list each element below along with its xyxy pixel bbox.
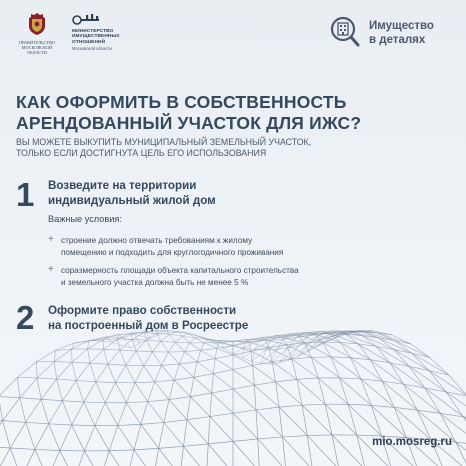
step-title-2-line2: на построенный дом в Росреестре <box>48 319 249 332</box>
ministry-name-line3: ОТНОШЕНИЙ <box>72 39 106 45</box>
subheading-line2: ТОЛЬКО ЕСЛИ ДОСТИГНУТА ЦЕЛЬ ЕГО ИСПОЛЬЗОВАНИЯ <box>16 148 267 158</box>
plus-bullet-icon: + <box>48 234 54 245</box>
subheading <box>16 137 311 159</box>
brand-title <box>369 19 434 47</box>
step-title-1-line2: индивидуальный жилой дом <box>48 194 216 207</box>
ministry-region: Московской области <box>72 46 112 51</box>
conditions-heading: Важные условия: <box>48 214 122 224</box>
main-heading <box>16 92 361 134</box>
step-title-2-line1: Оформите право собственности <box>48 304 237 317</box>
main-heading-line1: КАК ОФОРМИТЬ В СОБСТВЕННОСТЬ <box>16 92 347 112</box>
website-link[interactable]: mio.mosreg.ru <box>372 436 452 448</box>
brand-title-line2: в деталях <box>369 34 426 46</box>
coat-of-arms-icon <box>26 12 48 36</box>
ministry-name <box>72 29 120 45</box>
condition-item-line2: помещению и подходить для круглогодичного проживания <box>61 247 284 257</box>
plus-bullet-icon: + <box>48 264 54 275</box>
condition-item-line1: строение должно отвечать требованиям к жилому <box>61 236 253 245</box>
step-title-1 <box>48 178 216 208</box>
brand-title-line1: Имущество <box>369 20 434 32</box>
step-number-1: 1 <box>16 176 35 213</box>
condition-item <box>61 265 391 288</box>
magnifier-building-icon <box>330 16 360 48</box>
ministry-name-line2: ИМУЩЕСТВЕННЫХ <box>72 34 120 40</box>
subheading-line1: ВЫ МОЖЕТЕ ВЫКУПИТЬ МУНИЦИПАЛЬНЫЙ ЗЕМЕЛЬНЫЙ УЧАСТОК, <box>16 137 312 147</box>
step-number-2: 2 <box>16 299 35 336</box>
ministry-logo-icon <box>72 13 102 27</box>
condition-item-line1: соразмерность площади объекта капитального строительства <box>61 266 299 275</box>
ministry-name-line1: МИНИСТЕРСТВО <box>72 29 114 34</box>
condition-item-line2: и земельного участка должна быть не менее 5 % <box>61 277 249 287</box>
main-heading-line2: АРЕНДОВАННЫЙ УЧАСТОК ДЛЯ ИЖС? <box>16 113 362 133</box>
government-label: ПРАВИТЕЛЬСТВО МОСКОВСКОЙ ОБЛАСТИ <box>19 40 55 55</box>
step-title-2 <box>48 303 248 333</box>
step-title-1-line1: Возведите на территории <box>48 179 197 192</box>
condition-item <box>61 235 391 258</box>
